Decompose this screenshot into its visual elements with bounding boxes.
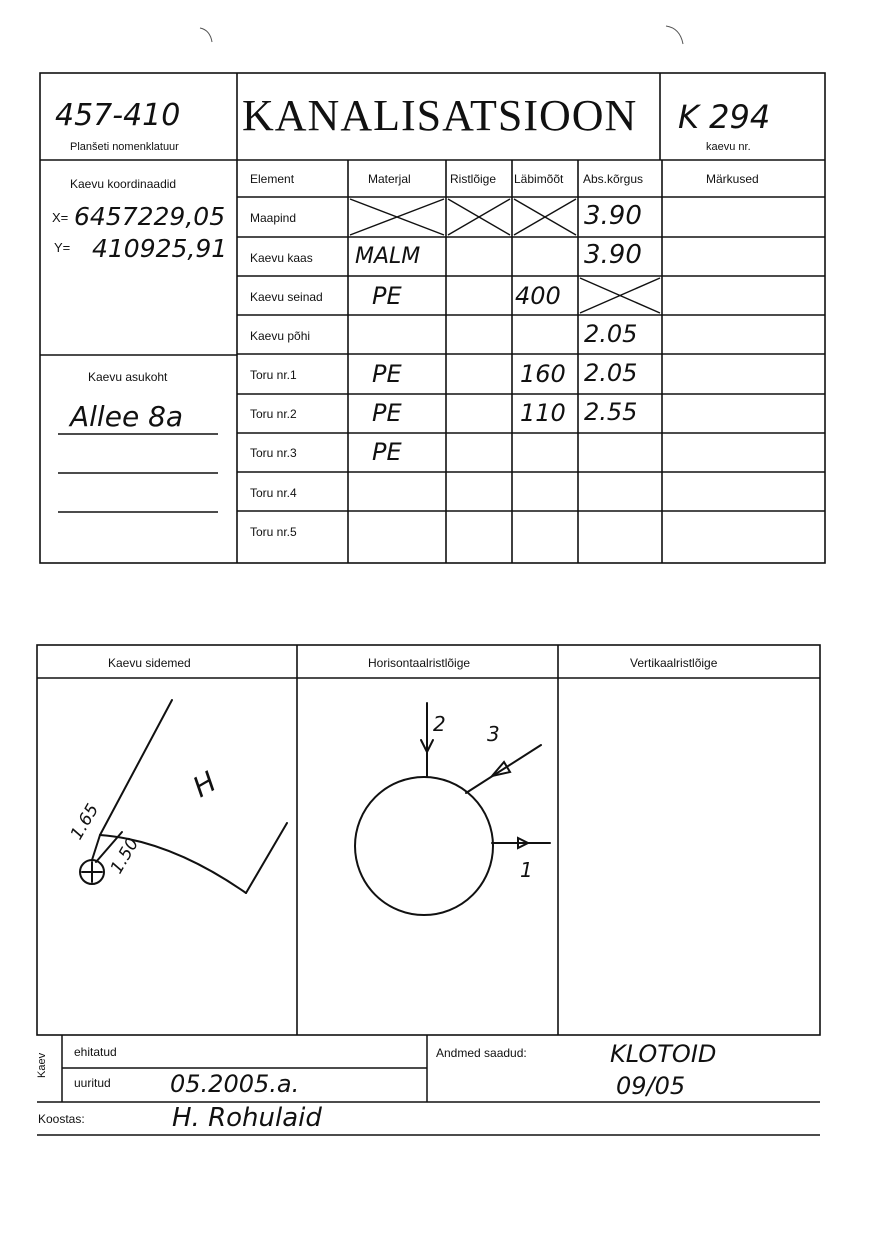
table-row-label: Maapind xyxy=(250,211,297,225)
updated-label: uuritud xyxy=(74,1076,111,1090)
table-row-label: Toru nr.5 xyxy=(250,525,297,539)
author-label: Koostas: xyxy=(38,1112,85,1126)
sketch-header-links: Kaevu sidemed xyxy=(108,656,191,670)
x-coordinate: 6457229,05 xyxy=(74,202,226,231)
data-source-label: Andmed saadud: xyxy=(436,1046,527,1060)
col-header-diameter: Läbimõõt xyxy=(514,172,564,186)
distance-label: 1.65 xyxy=(66,800,104,844)
cell-diameter: 400 xyxy=(515,282,561,310)
col-header-crosssection: Ristlõige xyxy=(450,172,497,186)
pipe-label: 2 xyxy=(433,712,446,736)
location-label: Kaevu asukoht xyxy=(88,370,168,384)
col-header-material: Materjal xyxy=(368,172,411,186)
cell-material: PE xyxy=(372,360,402,388)
sketch-header-horizontal: Horisontaalristlõige xyxy=(368,656,471,670)
table-row-label: Kaevu kaas xyxy=(250,251,313,265)
cell-height: 3.90 xyxy=(584,201,642,231)
table-row-label: Kaevu põhi xyxy=(250,329,311,343)
cell-material: PE xyxy=(372,438,402,466)
updated-value: 05.2005.a. xyxy=(170,1070,300,1098)
pipe-label: 3 xyxy=(487,722,500,746)
col-header-height: Abs.kõrgus xyxy=(583,172,644,186)
cell-material: MALM xyxy=(355,244,421,269)
x-label: X= xyxy=(52,210,69,225)
side-label: Kaev xyxy=(36,1052,48,1078)
cell-diameter: 110 xyxy=(520,399,566,427)
cell-height: 2.55 xyxy=(584,398,638,426)
sheet-number: 457-410 xyxy=(55,98,181,133)
author-value: H. Rohulaid xyxy=(172,1103,322,1133)
table-row-label: Toru nr.2 xyxy=(250,407,297,421)
col-header-notes: Märkused xyxy=(706,172,759,186)
coordinates-label: Kaevu koordinaadid xyxy=(70,177,177,191)
data-source-value: KLOTOID xyxy=(610,1040,717,1068)
table-row-label: Toru nr.3 xyxy=(250,446,297,460)
table-row-label: Toru nr.1 xyxy=(250,368,297,382)
table-row-label: Kaevu seinad xyxy=(250,290,323,304)
cell-height: 3.90 xyxy=(584,240,642,270)
cell-height: 2.05 xyxy=(584,320,638,348)
cell-diameter: 160 xyxy=(520,360,566,388)
sheet-label: Planšeti nomenklatuur xyxy=(70,141,179,153)
pipe-label: 1 xyxy=(520,858,533,882)
y-coordinate: 410925,91 xyxy=(92,234,228,263)
cell-material: PE xyxy=(372,282,402,310)
distance-label: 1.50 xyxy=(106,834,144,878)
page-title: KANALISATSIOON xyxy=(242,91,638,140)
data-source-date: 09/05 xyxy=(616,1072,686,1100)
cell-height: 2.05 xyxy=(584,359,638,387)
location-value: Allee 8a xyxy=(70,400,184,433)
table-row-label: Toru nr.4 xyxy=(250,486,297,500)
y-label: Y= xyxy=(54,240,71,255)
built-label: ehitatud xyxy=(74,1045,117,1059)
cell-material: PE xyxy=(372,399,402,427)
well-label: kaevu nr. xyxy=(706,141,751,153)
well-number: K 294 xyxy=(678,98,771,136)
col-header-element: Element xyxy=(250,172,295,186)
sketch-header-vertical: Vertikaalristlõige xyxy=(630,656,718,670)
house-label: H xyxy=(187,764,222,805)
